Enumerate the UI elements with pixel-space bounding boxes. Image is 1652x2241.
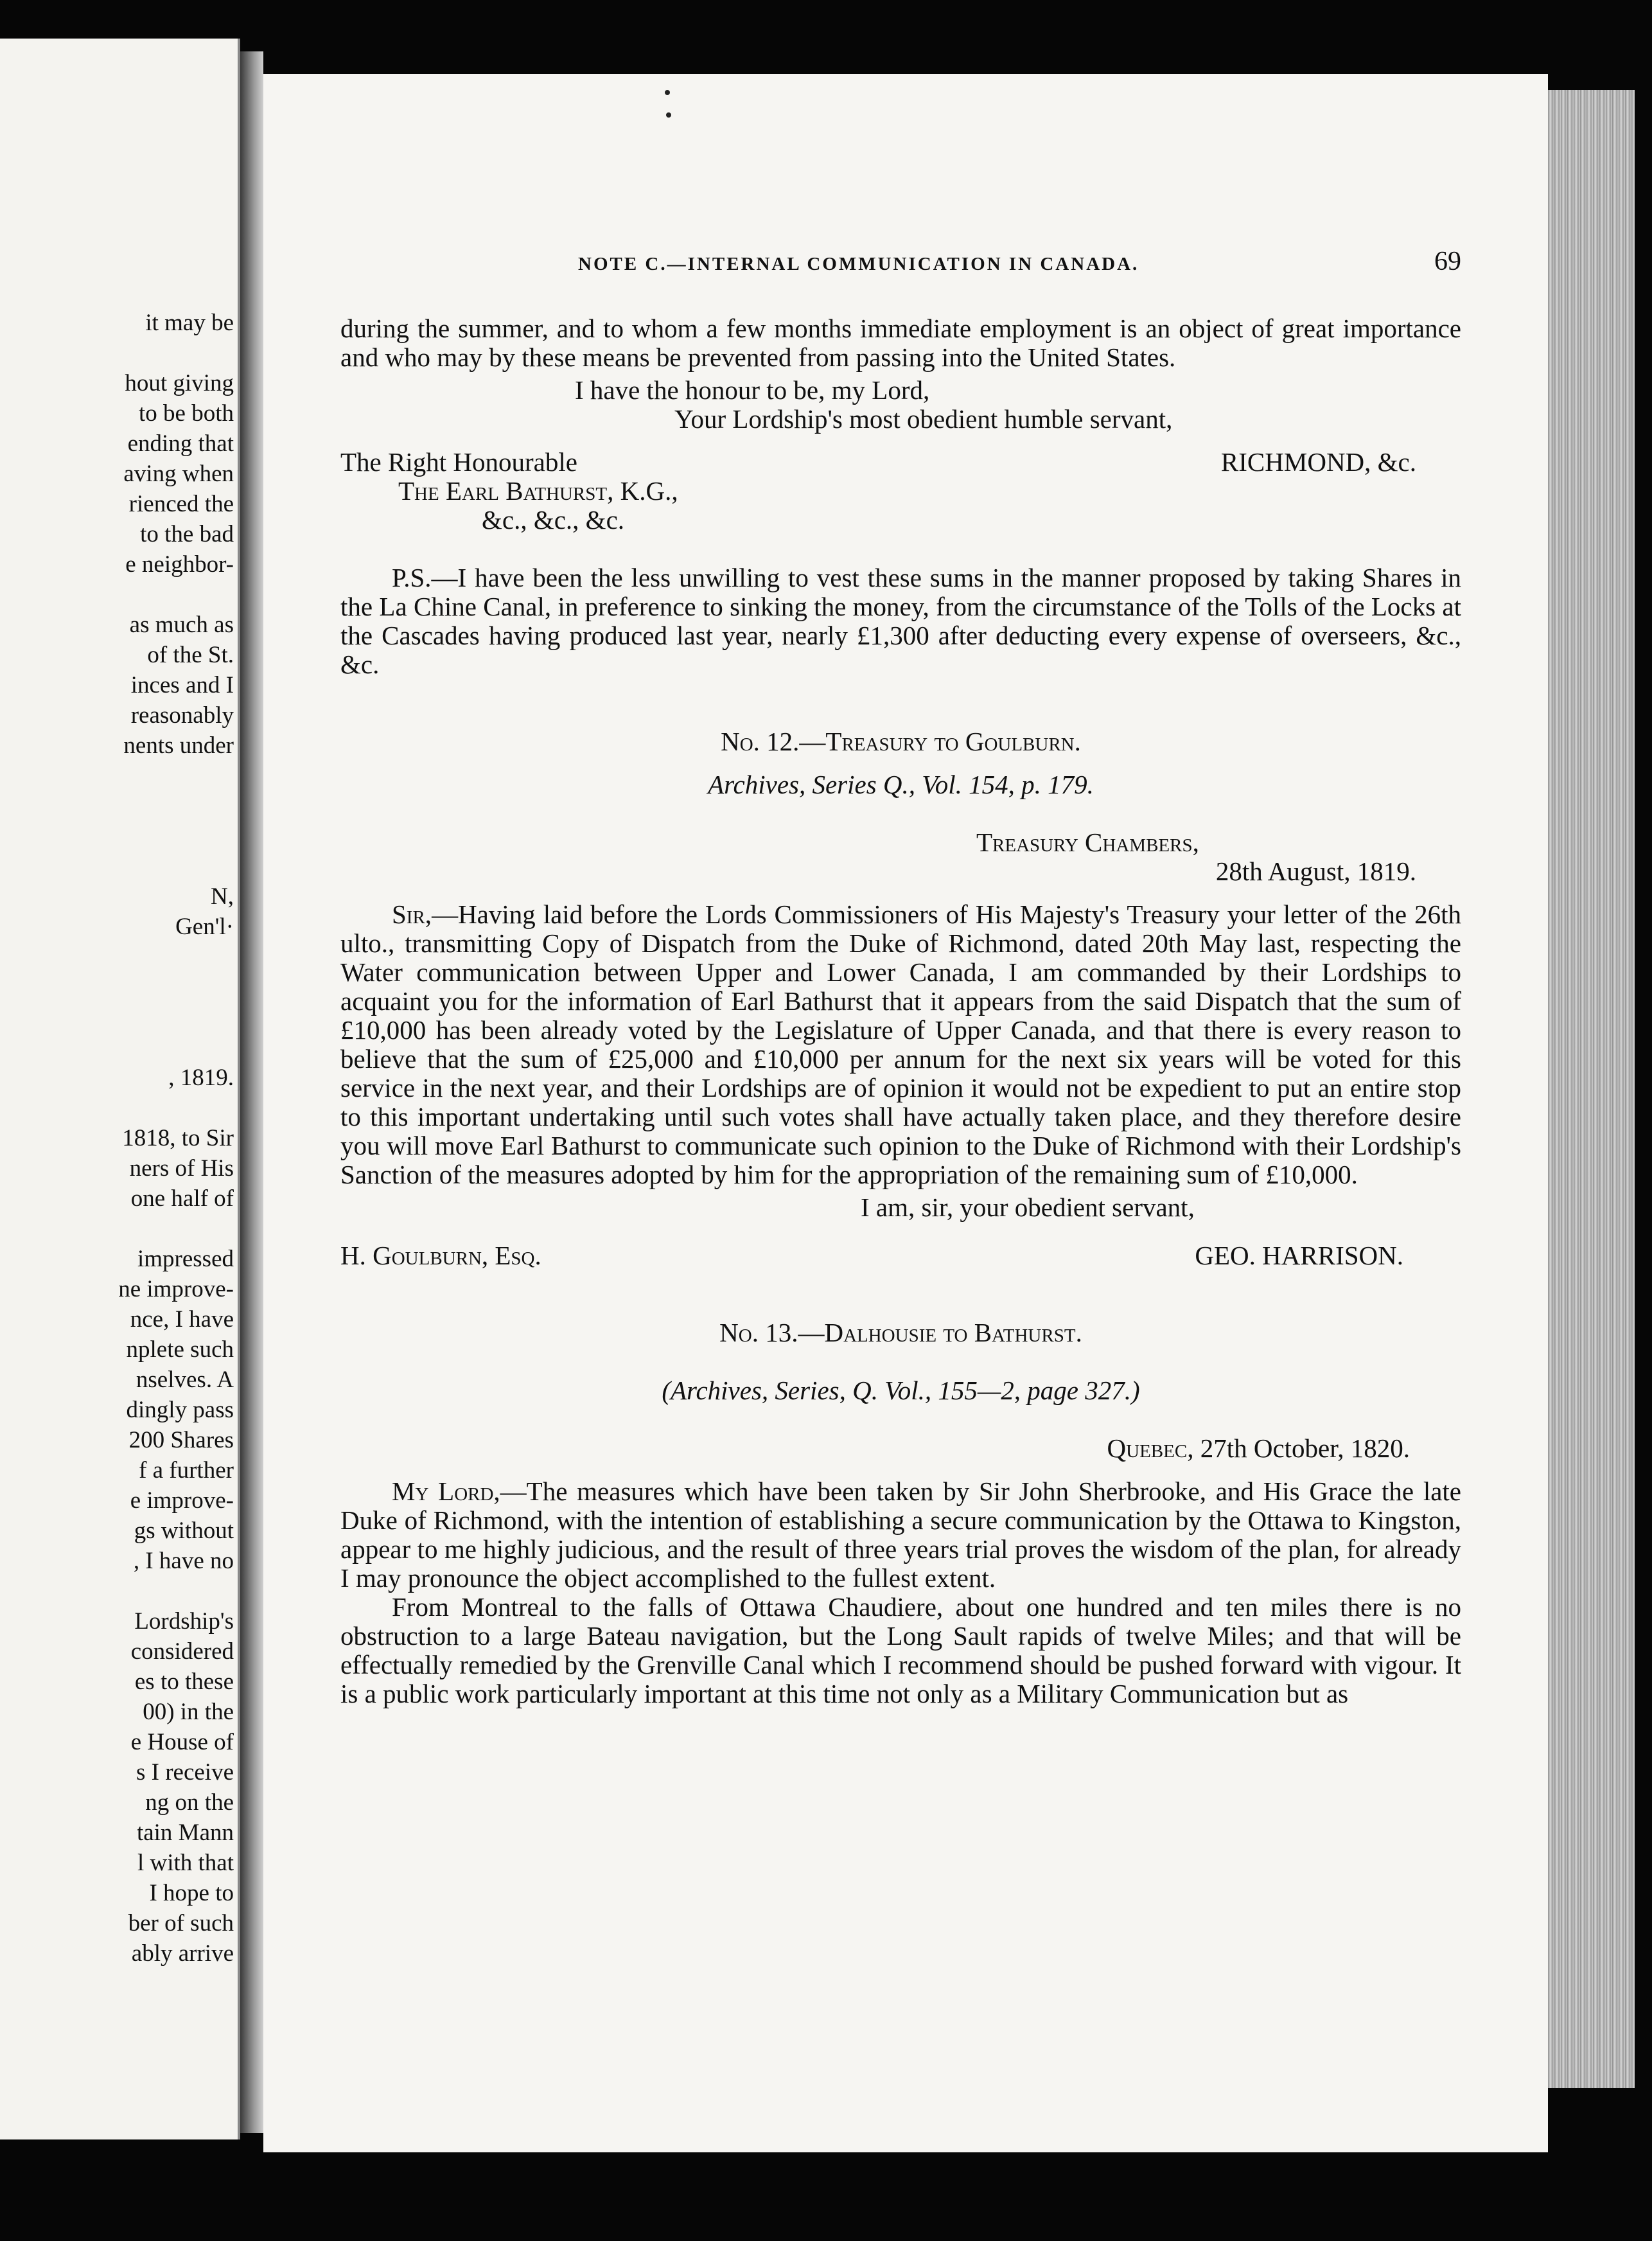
page-header — [340, 247, 1461, 279]
book-page — [263, 74, 1548, 2152]
letter-date: , 27th October, 1820. — [1187, 1433, 1410, 1463]
facing-page-line: ners of His — [129, 1155, 234, 1182]
closing-line: Your Lordship's most obedient humble servant, — [674, 404, 1173, 434]
facing-page-line: gs without — [134, 1518, 234, 1544]
facing-page-line: ably arrive — [131, 1940, 234, 1967]
facing-page-line: to the bad — [140, 521, 234, 547]
signature: RICHMOND, &c. — [1220, 447, 1416, 477]
signature: GEO. HARRISON. — [1195, 1241, 1403, 1270]
letter-date: 28th August, 1819. — [1215, 856, 1416, 886]
addressee-line: The Earl Bathurst, K.G., — [398, 476, 678, 506]
letter-body: From Montreal to the falls of Ottawa Chaudiere, about one hundred and ten miles there is no obstruction to a large Bateau navigation, but the Long Sault rapids of twelve Miles; and that will be effectually remedied by the Grenville Canal which I recommend should be pushed forward with vigour. It is a public work particularly important at this time not only as a Military Communication but as — [340, 1592, 1461, 1708]
page-block-edge — [1548, 90, 1635, 2088]
addressee-line: &c., &c., &c. — [482, 505, 625, 535]
letter-place: Quebec — [1107, 1433, 1188, 1463]
facing-page-line: reasonably — [130, 702, 234, 729]
book-gutter — [240, 51, 263, 2133]
letter-place: Treasury Chambers, — [976, 828, 1199, 857]
running-head: NOTE C.—INTERNAL COMMUNICATION IN CANADA. — [578, 254, 1139, 274]
facing-page-line: as much as — [129, 612, 234, 638]
facing-page-line: f a further — [139, 1457, 234, 1484]
facing-page-line: , 1819. — [168, 1065, 234, 1091]
facing-page-line: s I receive — [136, 1759, 234, 1785]
facing-page-line: 00) in the — [143, 1699, 234, 1725]
facing-page-line: nents under — [123, 732, 234, 759]
facing-page-line: e House of — [130, 1729, 234, 1755]
page-number: 69 — [1434, 247, 1461, 276]
letter-place-date — [340, 1434, 1461, 1463]
postscript: P.S.—I have been the less unwilling to vest these sums in the manner proposed by taking Shares in the La Chine Canal, in preference to sinking the money, from the circumstance of the Tolls of the Locks at the Cascades having produced last year, nearly £1,300 after deducting every expense of overseers, &c., &c. — [340, 563, 1461, 679]
facing-page-line: es to these — [134, 1669, 234, 1695]
facing-page-line: aving when — [123, 461, 234, 487]
letter-continuation: during the summer, and to whom a few months immediate employment is an object of great importance and who may by these means be prevented from passing into the United States. — [340, 314, 1461, 372]
facing-page-fragment — [0, 39, 240, 2139]
salutation: My Lord, — [392, 1476, 500, 1506]
facing-page-line: one half of — [130, 1185, 234, 1212]
facing-page-line: Lordship's — [134, 1608, 234, 1634]
facing-page-line: tain Mann — [136, 1820, 234, 1846]
archive-source: (Archives, Series, Q. Vol., 155—2, page 327.) — [662, 1376, 1140, 1405]
facing-page-line: 1818, to Sir — [122, 1125, 234, 1151]
letter-body — [340, 900, 1461, 1189]
facing-page-line: l with that — [137, 1850, 234, 1876]
facing-page-line: impressed — [137, 1246, 234, 1272]
facing-page-line: nselves. A — [136, 1367, 234, 1393]
facing-page-line: ne improve- — [118, 1276, 234, 1302]
facing-page-line: dingly pass — [126, 1397, 234, 1423]
facing-page-line: e neighbor- — [125, 551, 234, 578]
facing-page-line: it may be — [145, 310, 234, 336]
page-content — [340, 247, 1461, 1708]
facing-page-line: ng on the — [145, 1789, 234, 1816]
closing-line: I have the honour to be, my Lord, — [575, 375, 930, 405]
addressee-line: H. Goulburn, Esq. — [340, 1241, 541, 1270]
facing-page-line: 200 Shares — [128, 1427, 234, 1453]
archive-source: Archives, Series Q., Vol. 154, p. 179. — [708, 770, 1094, 799]
ink-speck — [665, 90, 670, 95]
facing-page-line: Gen'l· — [175, 914, 234, 940]
facing-page-line: nce, I have — [130, 1306, 234, 1333]
facing-page-line: N, — [211, 883, 234, 910]
facing-page-line: considered — [130, 1638, 234, 1665]
facing-page-line: I hope to — [149, 1880, 234, 1906]
facing-page-line: hout giving — [125, 370, 234, 396]
letter-body — [340, 1477, 1461, 1593]
body-text: —Having laid before the Lords Commissioners of His Majesty's Treasury your letter of the 26th ulto., transmitting Copy of Dispatch from the Duke of Richmond, dated 20th May last, respecting the Water communication between Upper and Lower Canada, I am commanded by their Lordships to acquaint you for the information of Earl Bathurst that it appears from the said Dispatch that the sum of £10,000 has been already voted by the Legislature of Upper Canada, and that there is every reason to believe that the sum of £25,000 and £10,000 per annum for the next six years will be voted for this service in the next year, and their Lordships are of opinion it would not be expedient to put an entire stop to this important undertaking until such votes shall have actually taken place, and they therefore desire you will move Earl Bathurst to communicate such opinion to the Duke of Richmond with their Lordship's Sanction of the measures adopted by him for the appropriation of the remaining sum of £10,000. — [340, 899, 1461, 1189]
salutation: Sir, — [392, 899, 432, 929]
letter-title: No. 12.—Treasury to Goulburn. — [721, 727, 1081, 756]
ink-speck — [666, 112, 671, 118]
signature-row — [340, 448, 1461, 477]
facing-page-line: e improve- — [130, 1487, 234, 1514]
signature-row — [340, 1222, 1461, 1270]
facing-page-line: rienced the — [128, 491, 234, 517]
facing-page-line: to be both — [139, 400, 234, 427]
addressee-line: The Right Honourable — [340, 447, 577, 477]
facing-page-line: ber of such — [128, 1910, 234, 1936]
body-text: —The measures which have been taken by Sir John Sherbrooke, and His Grace the late Duke of Richmond, with the intention of establishing a secure communication by the Ottawa to Kingston, appear to me highly judicious, and the result of three years trial proves the wisdom of the plan, for already I may pronounce the object accomplished to the fullest extent. — [340, 1476, 1461, 1593]
facing-page-line: of the St. — [147, 642, 234, 668]
facing-page-line: nplete such — [126, 1336, 234, 1363]
letter-title: No. 13.—Dalhousie to Bathurst. — [719, 1318, 1082, 1347]
facing-page-line: , I have no — [133, 1548, 234, 1574]
facing-page-line: ending that — [127, 430, 234, 457]
facing-page-line: inces and I — [130, 672, 234, 698]
closing-line: I am, sir, your obedient servant, — [861, 1192, 1195, 1222]
